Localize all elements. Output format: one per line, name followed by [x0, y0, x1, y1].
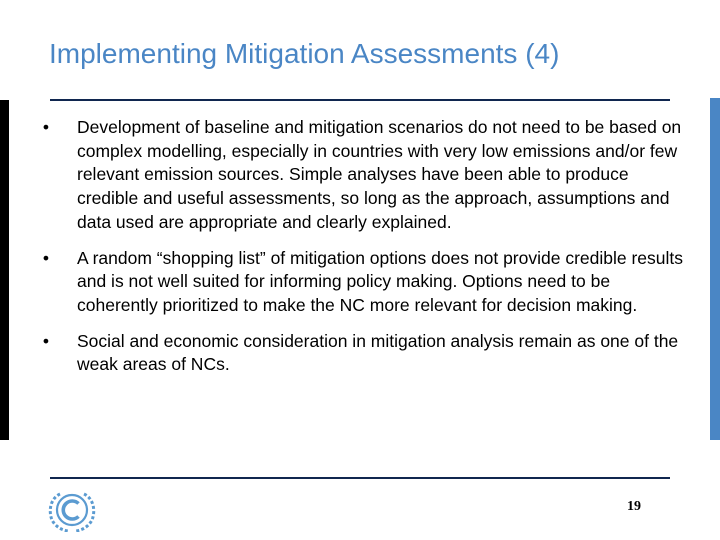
- bullet-marker: •: [42, 117, 50, 137]
- right-accent-bar: [710, 98, 720, 440]
- bullet-marker: •: [42, 247, 50, 268]
- title-divider: [50, 99, 670, 101]
- bullet-text: Social and economic consideration in mitigation analysis remain as one of the weak areas of NCs.: [77, 330, 679, 375]
- unfccc-logo-icon: [46, 488, 98, 532]
- bullet-item: [32, 116, 692, 235]
- slide-title: Implementing Mitigation Assessments (4): [49, 38, 560, 69]
- left-accent-bar: [0, 100, 9, 440]
- page-number: 19: [627, 499, 641, 514]
- bullet-text: Development of baseline and mitigation scenarios do not need to be based on complex modelling, especially in countries with very low emissions and/or few relevant emission sources. Simple analyses have been able to produce credible and useful assessments, so long as the approach, assumptions and data used are appropriate and clearly explained.: [77, 117, 682, 232]
- bullet-item: [32, 247, 692, 318]
- bullet-list: [32, 116, 692, 377]
- bullet-marker: •: [42, 330, 50, 351]
- footer-divider: [50, 477, 670, 479]
- bullet-item: [32, 330, 692, 377]
- bullet-text: A random “shopping list” of mitigation options does not provide credible results and is not well suited for informing policy making. Options need to be coherently prioritized to make the NC more relevant for decision making.: [77, 247, 684, 315]
